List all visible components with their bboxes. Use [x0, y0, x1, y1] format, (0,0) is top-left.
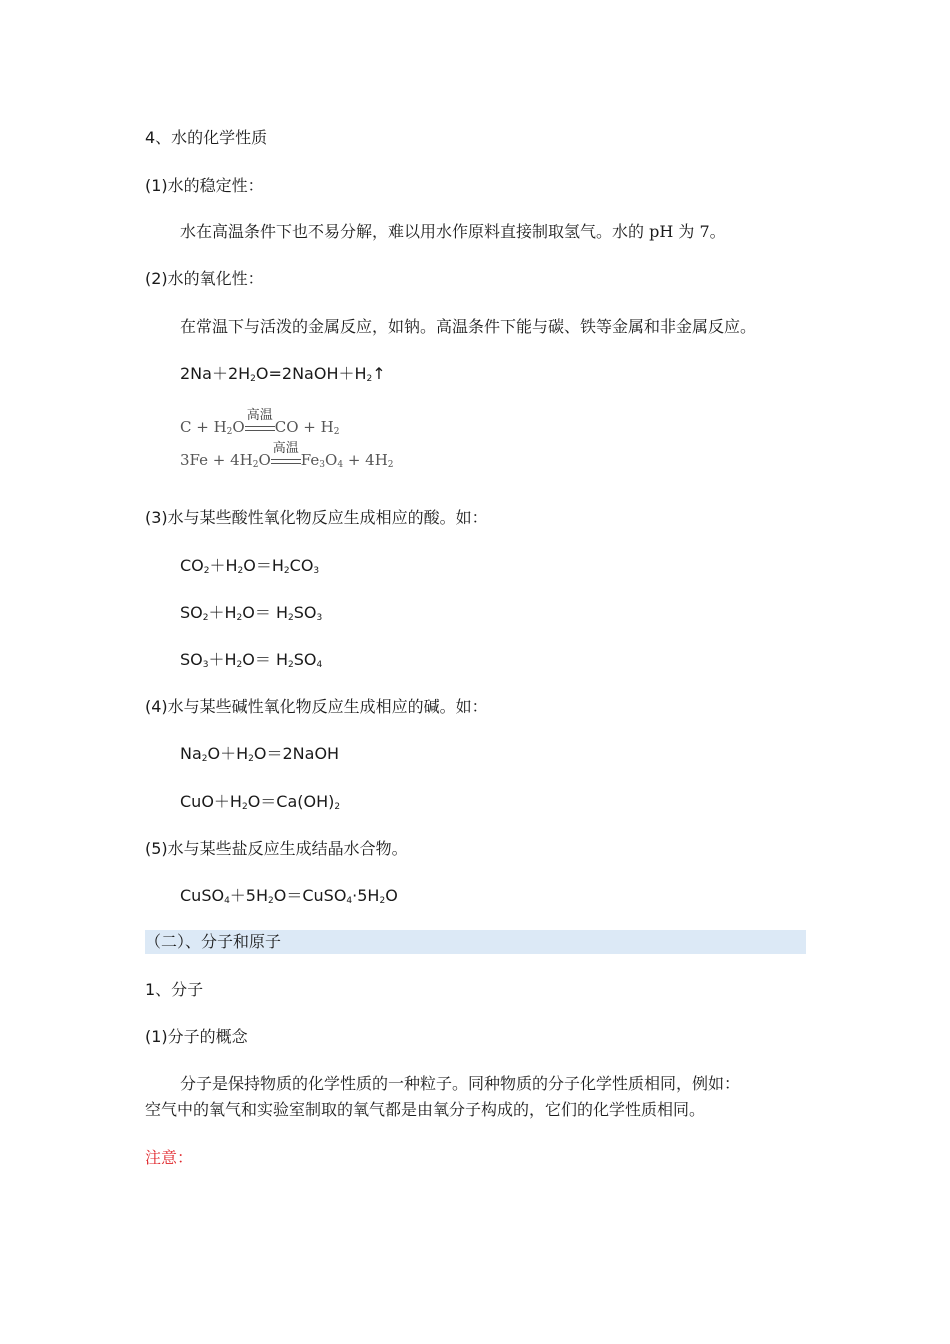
equation-carbon-water: $C + H_2O$ 高温 CO + $H_2$ — [180, 408, 340, 437]
note-label: 注意： — [145, 1148, 194, 1167]
heading-molecule: 1、分子 — [145, 980, 204, 999]
equation-so3-water: $SO_3+H_2O= H_2SO_4$ — [180, 650, 323, 670]
subheading-molecule-concept: (1)分子的概念 — [145, 1027, 248, 1046]
section-heading-water-chemical-properties: 4、水的化学性质 — [145, 128, 268, 147]
subheading-water-oxidizing: (2)水的氧化性： — [145, 269, 264, 288]
subheading-water-stability: (1)水的稳定性： — [145, 176, 264, 195]
paragraph-molecule-concept-line1: 分子是保持物质的化学性质的一种粒子。同种物质的分子化学性质相同，例如： — [180, 1074, 741, 1093]
equation-cuso4-hydrate: $CuSO_4+5H_2O=CuSO_4\cdot 5H_2O$ — [180, 886, 398, 906]
equation-cuo-water: $CuO+H_2O=Ca(OH)_2$ — [180, 792, 341, 812]
subheading-basic-oxides: (4)水与某些碱性氧化物反应生成相应的碱。如： — [145, 697, 488, 716]
equation-so2-water: $SO_2+H_2O= H_2SO_3$ — [180, 603, 323, 623]
equation-co2-water: $CO_2+H_2O=H_2CO_3$ — [180, 556, 320, 576]
equation-sodium-water: $2Na+2H_2O=2NaOH+H_2↑$ — [180, 364, 386, 384]
paragraph-molecule-concept-line2: 空气中的氧气和实验室制取的氧气都是由氧分子构成的，它们的化学性质相同。 — [145, 1100, 706, 1119]
section-heading-molecules-atoms: （二）、分子和原子 — [145, 932, 282, 951]
equation-na2o-water: $Na_2O+H_2O=2NaOH$ — [180, 744, 340, 764]
paragraph-water-oxidizing: 在常温下与活泼的金属反应，如钠。高温条件下能与碳、铁等金属和非金属反应。 — [180, 317, 757, 336]
equation-iron-water: $3Fe + 4H_2O$ 高温 $Fe_3O_4 + 4H_2$ — [180, 441, 394, 470]
paragraph-water-stability: 水在高温条件下也不易分解，难以用水作原料直接制取氢气。水的 pH 为 7。 — [180, 222, 726, 241]
subheading-acidic-oxides: (3)水与某些酸性氧化物反应生成相应的酸。如： — [145, 508, 488, 527]
subheading-salts-hydrates: (5)水与某些盐反应生成结晶水合物。 — [145, 839, 408, 858]
